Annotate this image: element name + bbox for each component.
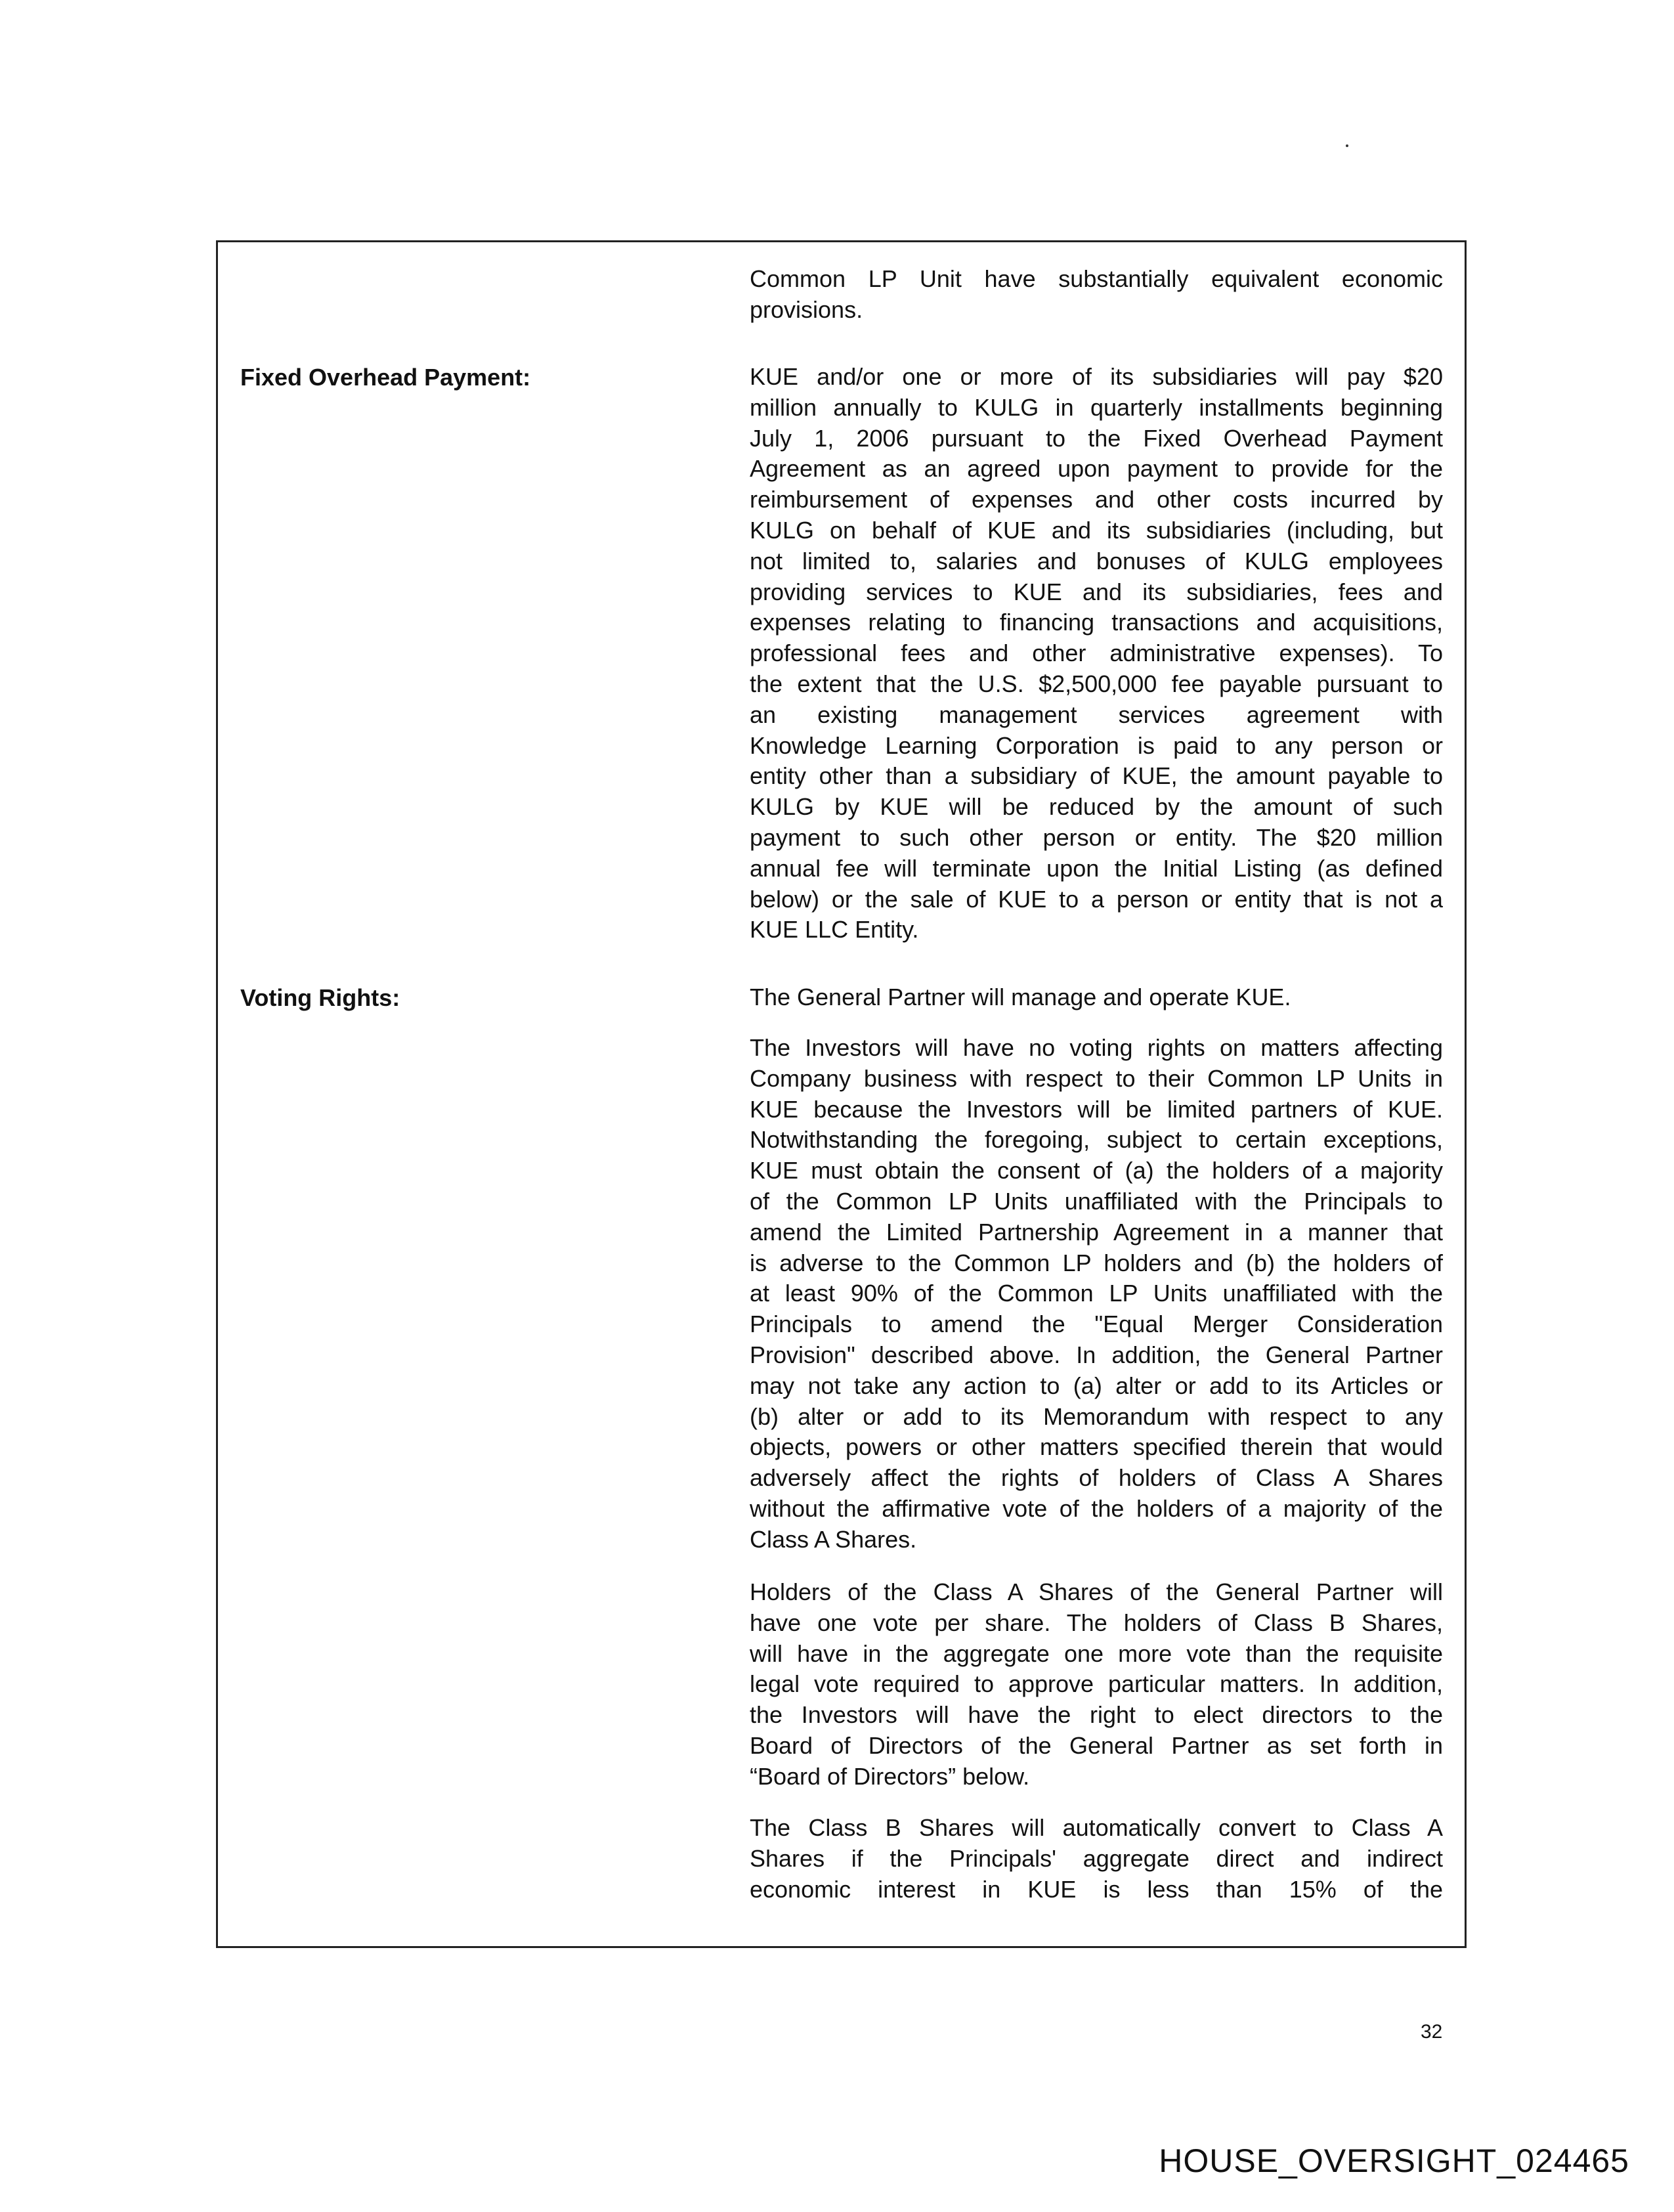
text-line: the extent that the U.S. $2,500,000 fee payable pursuant to: [750, 670, 1443, 697]
paragraph-common-lp-continued: [750, 264, 1443, 326]
text-line: adversely affect the rights of holders of Class A Shares: [750, 1464, 1443, 1492]
text-line: annual fee will terminate upon the Initial Listing (as defined: [750, 854, 1443, 882]
text-line: Class A Shares.: [750, 1525, 917, 1553]
page-number: 32: [1421, 2021, 1443, 2043]
text-line: Notwithstanding the foregoing, subject to certain exceptions,: [750, 1126, 1443, 1154]
text-line: Agreement as an agreed upon payment to provide for the: [750, 455, 1443, 483]
scan-speck: [1346, 144, 1348, 147]
text-line: an existing management services agreement with: [750, 701, 1443, 728]
text-line: provisions.: [750, 295, 863, 323]
text-line: Provision" described above. In addition, the General Partner: [750, 1341, 1443, 1368]
text-line: KULG by KUE will be reduced by the amount of such: [750, 793, 1443, 821]
text-line: million annually to KULG in quarterly installments beginning: [750, 393, 1443, 421]
text-line: Knowledge Learning Corporation is paid to any person or: [750, 731, 1443, 759]
text-line: KUE and/or one or more of its subsidiaries will pay $20: [750, 363, 1443, 390]
text-line: may not take any action to (a) alter or add to its Articles or: [750, 1372, 1443, 1399]
text-line: July 1, 2006 pursuant to the Fixed Overhead Payment: [750, 424, 1443, 452]
text-line: Common LP Unit have substantially equivalent economic: [750, 265, 1443, 292]
text-line: providing services to KUE and its subsidiaries, fees and: [750, 578, 1443, 605]
text-line: KUE because the Investors will be limited partners of KUE.: [750, 1095, 1443, 1123]
text-line: reimbursement of expenses and other costs incurred by: [750, 486, 1443, 513]
text-line: “Board of Directors” below.: [750, 1762, 1030, 1790]
text-line: Company business with respect to their Common LP Units in: [750, 1064, 1443, 1092]
text-line: KUE LLC Entity.: [750, 916, 919, 943]
text-line: will have in the aggregate one more vote than the requisite: [750, 1639, 1443, 1667]
text-line: at least 90% of the Common LP Units unaffiliated with the: [750, 1280, 1443, 1307]
paragraph-class-a-holders: [750, 1577, 1443, 1792]
text-line: of the Common LP Units unaffiliated with the Principals to: [750, 1187, 1443, 1215]
paragraph-investor-voting-rights: [750, 1033, 1443, 1555]
text-line: The Investors will have no voting rights on matters affecting: [750, 1034, 1443, 1061]
label-voting-rights: Voting Rights:: [240, 984, 400, 1011]
paragraph-class-b-conversion: [750, 1813, 1443, 1905]
text-line: Principals to amend the "Equal Merger Consideration: [750, 1311, 1443, 1338]
text-line: economic interest in KUE is less than 15% of the: [750, 1875, 1443, 1903]
text-line: The Class B Shares will automatically convert to Class A: [750, 1814, 1443, 1841]
text-line: amend the Limited Partnership Agreement in a manner that: [750, 1218, 1443, 1246]
text-line: not limited to, salaries and bonuses of KULG employees: [750, 547, 1443, 575]
text-line: legal vote required to approve particular matters. In addition,: [750, 1670, 1443, 1698]
text-line: Board of Directors of the General Partner as set forth in: [750, 1731, 1443, 1759]
text-line: Holders of the Class A Shares of the General Partner will: [750, 1578, 1443, 1605]
text-line: the Investors will have the right to elect directors to the: [750, 1701, 1443, 1729]
text-line: entity other than a subsidiary of KUE, the amount payable to: [750, 762, 1443, 790]
text-line: below) or the sale of KUE to a person or entity that is not a: [750, 885, 1443, 913]
text-line: without the affirmative vote of the holders of a majority of the: [750, 1494, 1443, 1522]
paragraph-fixed-overhead-payment: [750, 362, 1443, 945]
label-fixed-overhead-payment: Fixed Overhead Payment:: [240, 364, 531, 391]
paragraph-general-partner-manages: [750, 982, 1443, 1013]
text-line: objects, powers or other matters specified therein that would: [750, 1433, 1443, 1461]
text-line: payment to such other person or entity. The $20 million: [750, 823, 1443, 851]
text-line: KULG on behalf of KUE and its subsidiaries (including, but: [750, 516, 1443, 544]
text-line: Shares if the Principals' aggregate direct and indirect: [750, 1844, 1443, 1872]
text-line: expenses relating to financing transactions and acquisitions,: [750, 609, 1443, 636]
bates-number: HOUSE_OVERSIGHT_024465: [1159, 2142, 1629, 2179]
text-line: is adverse to the Common LP holders and (b) the holders of: [750, 1249, 1443, 1276]
text-line: (b) alter or add to its Memorandum with respect to any: [750, 1402, 1443, 1430]
text-line: have one vote per share. The holders of Class B Shares,: [750, 1609, 1443, 1636]
text-line: KUE must obtain the consent of (a) the holders of a majority: [750, 1157, 1443, 1184]
text-line: professional fees and other administrative expenses). To: [750, 640, 1443, 667]
text-line: The General Partner will manage and operate KUE.: [750, 984, 1291, 1010]
